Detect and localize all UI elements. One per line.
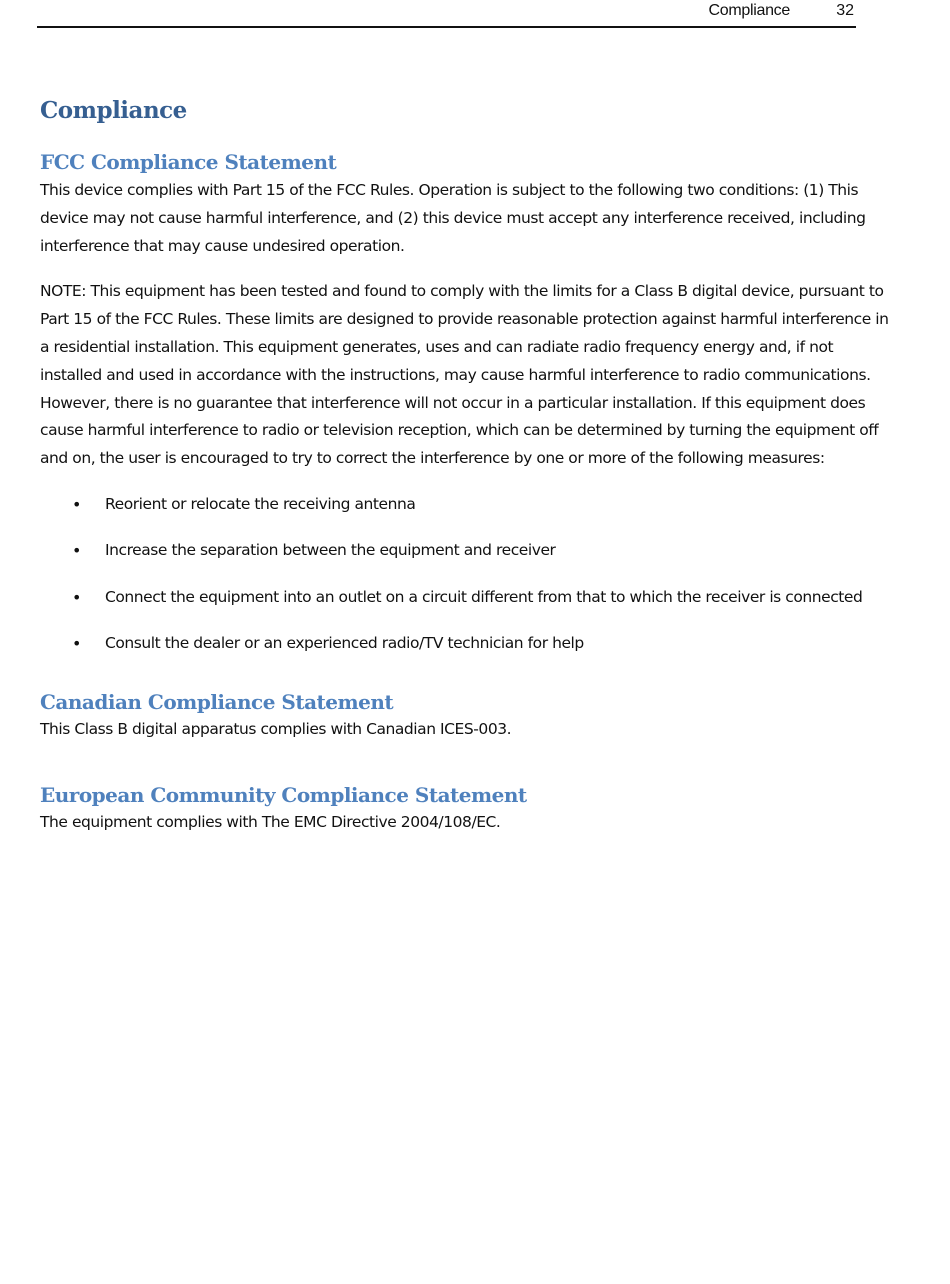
header-page-number: 32 (836, 2, 854, 19)
document-body (40, 94, 890, 837)
canadian-paragraph: This Class B digital apparatus complies with Canadian ICES-003. (40, 719, 512, 738)
bullet-icon: • (72, 634, 81, 654)
fcc-paragraph-conditions: This device complies with Part 15 of the FCC Rules. Operation is subject to the following two conditions: (1) This device may not cause harmful interference, and (2) this device must accept any interference received, including interference that may cause undesired operation. (40, 181, 866, 255)
list-item (40, 537, 890, 565)
header-section-title: Compliance (708, 2, 790, 19)
list-item (40, 584, 890, 612)
list-item (40, 491, 890, 519)
european-paragraph: The equipment complies with The EMC Directive 2004/108/EC. (40, 812, 501, 831)
canadian-section (40, 688, 890, 744)
bullet-icon: • (72, 541, 81, 561)
list-item-text: Connect the equipment into an outlet on a circuit different from that to which the receiver is connected (105, 587, 863, 606)
european-heading: European Community Compliance Statement (40, 782, 527, 807)
fcc-heading: FCC Compliance Statement (40, 150, 337, 174)
fcc-measures-list (40, 491, 890, 658)
bullet-icon: • (72, 494, 81, 514)
list-item-text: Increase the separation between the equipment and receiver (105, 541, 556, 560)
fcc-paragraph-note: NOTE: This equipment has been tested and found to comply with the limits for a Class B digital device, pursuant to Part 15 of the FCC Rules. These limits are designed to provide reasonable protection against harmful interference in a residential installation. This equipment generates, uses and can radiate radio frequency energy and, if not installed and used in accordance with the instructions, may cause harmful interference to radio communications. However, there is no guarantee that interference will not occur in a particular installation. If this equipment does cause harmful interference to radio or television reception, which can be determined by turning the equipment off and on, the user is encouraged to try to correct the interference by one or more of the following measures: (40, 282, 889, 468)
bullet-icon: • (72, 587, 81, 607)
list-item-text: Reorient or relocate the receiving antenna (105, 494, 416, 513)
page-header (37, 0, 856, 28)
list-item-text: Consult the dealer or an experienced radio/TV technician for help (105, 634, 584, 653)
page-title: Compliance (40, 97, 187, 124)
european-section (40, 781, 890, 837)
fcc-section (40, 148, 890, 658)
canadian-heading: Canadian Compliance Statement (40, 689, 394, 714)
list-item (40, 630, 890, 658)
